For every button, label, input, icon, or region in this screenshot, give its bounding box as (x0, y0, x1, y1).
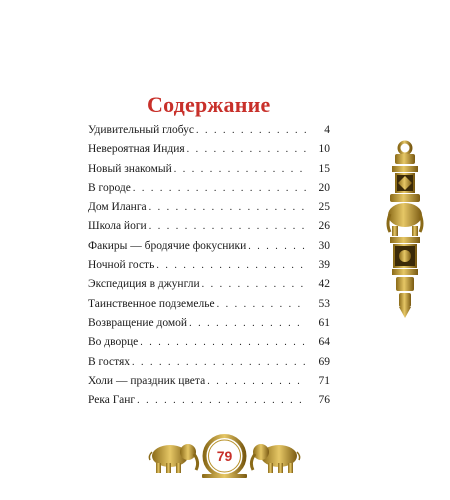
toc-entry-page: 39 (318, 259, 330, 272)
toc-entry (88, 394, 330, 413)
toc-entry-page: 26 (318, 220, 330, 233)
toc-leader (217, 299, 306, 310)
toc-entry-page: 25 (318, 201, 330, 214)
toc-entry (88, 336, 330, 355)
toc-entry (88, 317, 330, 336)
toc-leader (174, 164, 306, 175)
toc-entry-title: Невероятная Индия (88, 143, 185, 156)
page-footer (142, 430, 307, 480)
table-of-contents (88, 124, 330, 413)
toc-entry (88, 163, 330, 182)
toc-entry-title: Таинственное подземелье (88, 297, 215, 310)
toc-entry-title: Факиры — бродячие фокусники (88, 239, 247, 252)
toc-entry (88, 356, 330, 375)
toc-leader (207, 376, 306, 387)
toc-leader (137, 395, 306, 406)
toc-entry-title: Новый знакомый (88, 162, 172, 175)
toc-leader (196, 125, 306, 136)
toc-leader (140, 337, 306, 348)
toc-leader (156, 260, 306, 271)
toc-entry-page: 61 (318, 316, 330, 329)
toc-leader (189, 318, 306, 329)
toc-leader (133, 183, 306, 194)
toc-entry (88, 201, 330, 220)
toc-entry-page: 76 (318, 394, 330, 407)
toc-leader (248, 241, 306, 252)
toc-entry (88, 182, 330, 201)
toc-entry-title: Экспедиция в джунгли (88, 278, 200, 291)
toc-entry (88, 278, 330, 297)
toc-entry-title: Школа йоги (88, 220, 147, 233)
toc-entry-page: 4 (324, 124, 330, 136)
toc-leader (187, 144, 306, 155)
toc-entry-page: 30 (318, 239, 330, 252)
toc-entry-title: Возвращение домой (88, 316, 188, 329)
toc-entry (88, 124, 330, 143)
golden-elephant-pillar-icon (380, 140, 430, 320)
page-title: Содержание (147, 92, 271, 117)
toc-entry (88, 259, 330, 278)
toc-entry-title: Во дворце (88, 336, 139, 349)
toc-entry (88, 375, 330, 394)
toc-entry-title: В гостях (88, 355, 131, 368)
toc-leader (132, 357, 306, 368)
toc-entry (88, 298, 330, 317)
toc-entry-title: Холи — праздник цвета (88, 374, 206, 387)
toc-entry-title: Река Ганг (88, 394, 136, 407)
toc-entry-page: 10 (318, 143, 330, 156)
toc-entry-page: 42 (318, 278, 330, 291)
toc-entry-page: 53 (318, 297, 330, 310)
toc-leader (202, 279, 306, 290)
toc-entry-title: В городе (88, 181, 131, 194)
toc-entry (88, 220, 330, 239)
toc-entry (88, 143, 330, 162)
toc-entry-page: 15 (318, 162, 330, 175)
toc-entry-title: Удивительный глобус (88, 124, 195, 136)
toc-entry-page: 71 (318, 374, 330, 387)
toc-entry (88, 240, 330, 259)
page-number: 79 (216, 448, 233, 464)
toc-leader (149, 202, 306, 213)
toc-entry-title: Дом Иланга (88, 201, 147, 214)
toc-entry-title: Ночной гость (88, 259, 155, 272)
toc-entry-page: 64 (318, 336, 330, 349)
toc-entry-page: 20 (318, 181, 330, 194)
toc-entry-page: 69 (318, 355, 330, 368)
toc-leader (149, 221, 306, 232)
